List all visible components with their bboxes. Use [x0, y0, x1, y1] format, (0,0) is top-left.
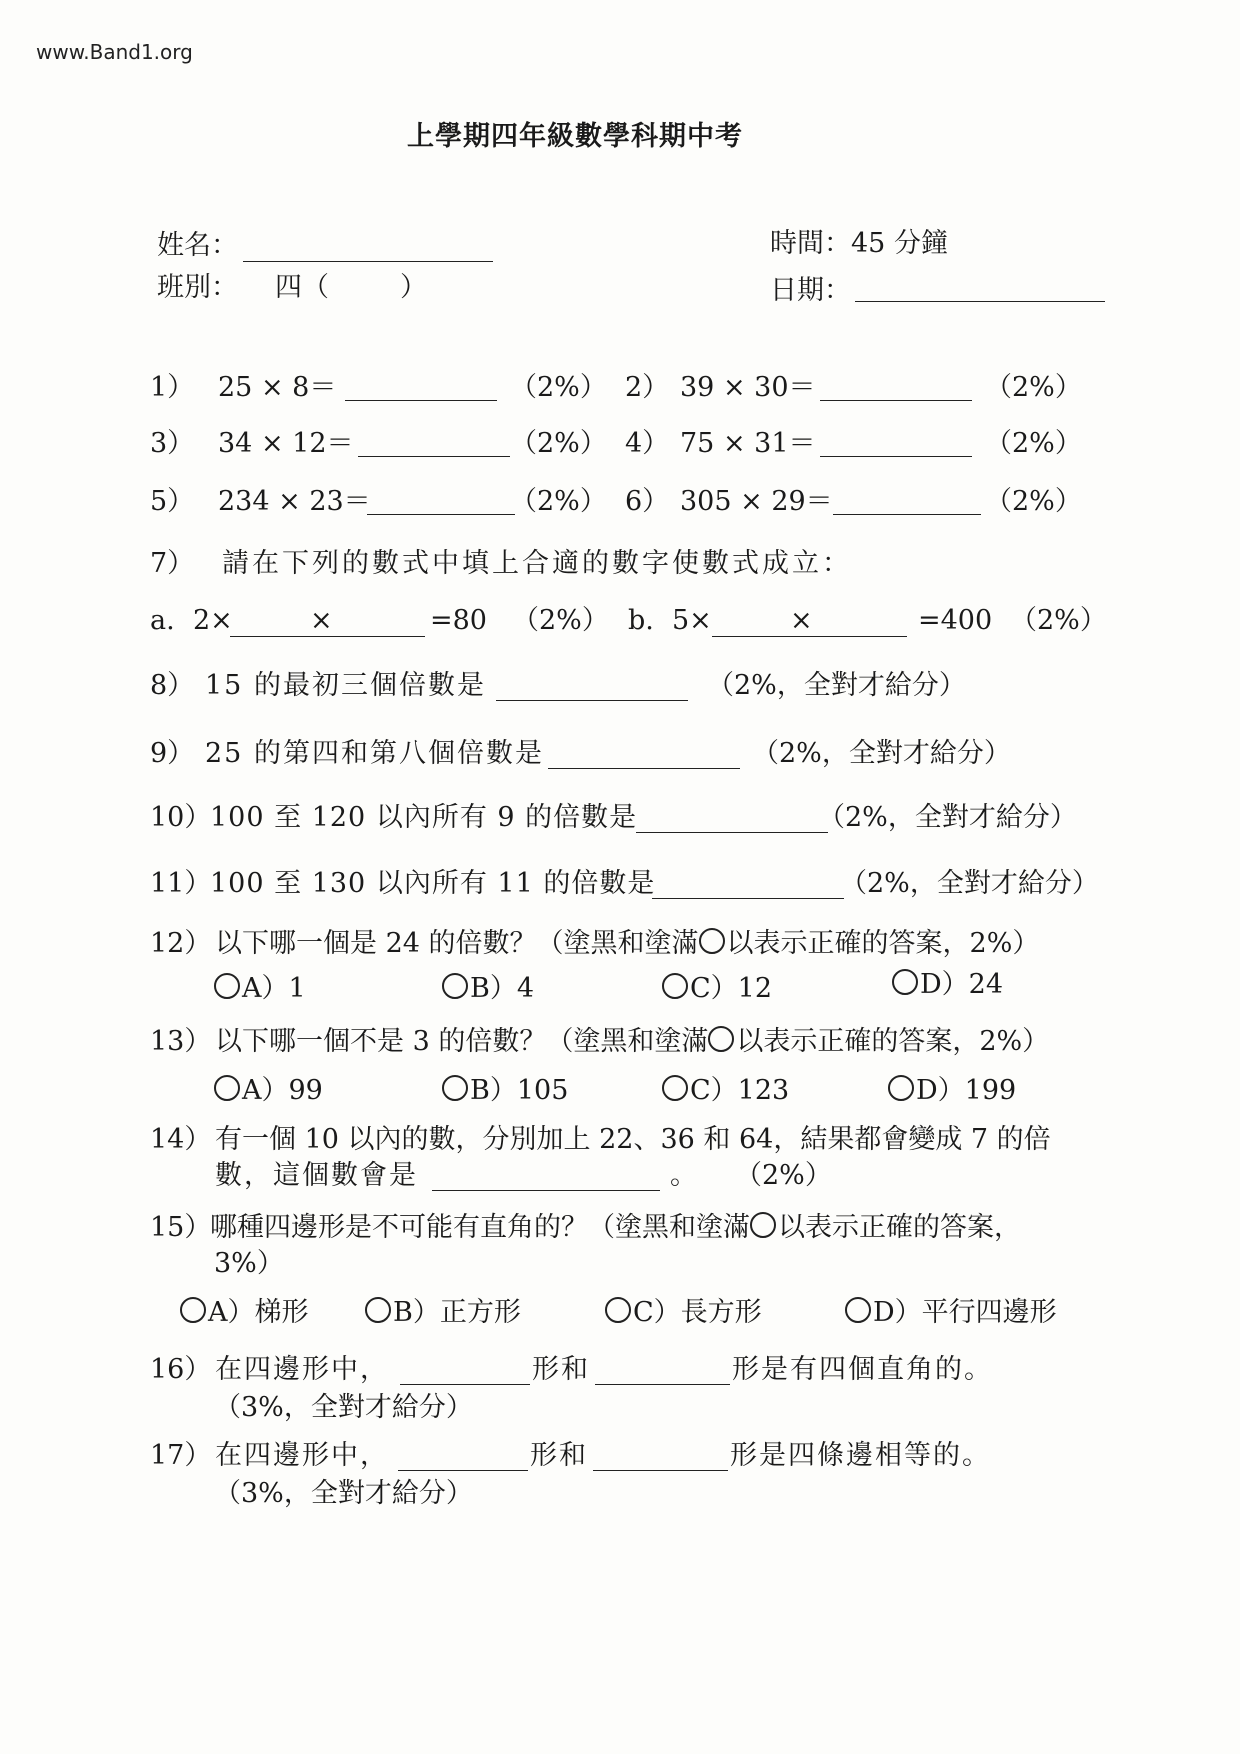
q15-text: [210, 1212, 1021, 1244]
q16-mid: 形和: [532, 1354, 590, 1385]
q16-blank1[interactable]: [400, 1358, 530, 1389]
q9-pct: （2%，全對才給分）: [752, 738, 1011, 769]
q7a-mid: ×: [310, 605, 333, 636]
q13-text-end: 以表示正確的答案，2%）: [736, 1026, 1050, 1057]
q6-expr: 305 × 29＝: [680, 486, 833, 517]
q14-answer[interactable]: [432, 1164, 660, 1195]
q14-pct: （2%）: [735, 1160, 832, 1191]
q7b-start: 5×: [672, 605, 712, 636]
q1-pct: （2%）: [510, 372, 607, 403]
radio-circle-icon: [214, 1075, 240, 1101]
q15-text-start: 哪種四邊形是不可能有直角的？（塗黑和塗滿: [210, 1212, 750, 1243]
q15-option-b[interactable]: B）正方形: [365, 1290, 521, 1329]
site-url[interactable]: www.Band1.org: [36, 40, 193, 64]
q13-text-start: 以下哪一個不是 3 的倍數？（塗黑和塗滿: [215, 1026, 709, 1057]
time-label: 時間：45 分鐘: [770, 228, 948, 259]
q8-pct: （2%，全對才給分）: [707, 670, 966, 701]
q11-answer[interactable]: [652, 872, 844, 903]
radio-circle-icon: [442, 1075, 468, 1101]
name-field[interactable]: [243, 235, 493, 266]
q10-pct: （2%，全對才給分）: [818, 802, 1077, 833]
q2-answer[interactable]: [820, 374, 972, 405]
q14-line2: 數，這個數會是: [215, 1160, 418, 1191]
radio-circle-icon: [662, 1075, 688, 1101]
q1-expr: 25 × 8＝: [218, 372, 337, 403]
q4-number: 4）: [625, 428, 670, 459]
q13-number: 13）: [150, 1026, 212, 1057]
q12-number: 12）: [150, 928, 212, 959]
q15-option-c[interactable]: C）長方形: [605, 1290, 762, 1329]
q3-pct: （2%）: [510, 428, 607, 459]
q12-option-c[interactable]: C）12: [662, 966, 772, 1005]
q7b-label: b.: [628, 605, 654, 636]
q12-text-end: 以表示正確的答案，2%）: [726, 928, 1040, 959]
q5-pct: （2%）: [510, 486, 607, 517]
q9-text: 25 的第四和第八個倍數是: [205, 738, 544, 769]
q7a-start: 2×: [193, 605, 233, 636]
radio-circle-icon: [845, 1297, 871, 1323]
q12-option-a[interactable]: A）1: [214, 966, 306, 1005]
q16-pre: 在四邊形中，: [215, 1354, 389, 1385]
q7a-label: a.: [150, 605, 175, 636]
q13-text: [215, 1026, 1049, 1058]
radio-circle-icon: [662, 973, 688, 999]
q5-answer[interactable]: [367, 488, 515, 519]
q8-number: 8）: [150, 670, 195, 701]
q3-number: 3）: [150, 428, 195, 459]
radio-circle-icon: [605, 1297, 631, 1323]
q4-pct: （2%）: [985, 428, 1082, 459]
q17-pre: 在四邊形中，: [215, 1440, 389, 1471]
q17-blank2[interactable]: [593, 1444, 728, 1475]
circle-icon: [699, 928, 725, 954]
q11-pct: （2%，全對才給分）: [840, 868, 1099, 899]
q2-expr: 39 × 30＝: [680, 372, 816, 403]
q7-text: 請在下列的數式中填上合適的數字使數式成立：: [222, 548, 852, 579]
q3-answer[interactable]: [358, 430, 510, 461]
q17-post: 形是四條邊相等的。: [730, 1440, 991, 1471]
q15-option-a[interactable]: A）梯形: [180, 1290, 309, 1329]
q17-number: 17）: [150, 1440, 212, 1471]
q17-mid: 形和: [530, 1440, 588, 1471]
class-field[interactable]: [330, 272, 400, 304]
q7a-end: =80: [430, 605, 487, 636]
q13-option-d[interactable]: D）199: [888, 1068, 1016, 1107]
q7a-pct: （2%）: [512, 605, 609, 636]
q4-expr: 75 × 31＝: [680, 428, 816, 459]
q10-number: 10）: [150, 802, 212, 833]
q14-end: 。: [670, 1160, 697, 1191]
radio-circle-icon: [180, 1297, 206, 1323]
q16-post: 形是有四個直角的。: [732, 1354, 993, 1385]
q16-number: 16）: [150, 1354, 212, 1385]
q16-blank2[interactable]: [595, 1358, 730, 1389]
q5-number: 5）: [150, 486, 195, 517]
radio-circle-icon: [442, 973, 468, 999]
radio-circle-icon: [365, 1297, 391, 1323]
circle-icon: [708, 1026, 734, 1052]
q16-pct: （3%，全對才給分）: [214, 1392, 473, 1423]
q11-number: 11）: [150, 868, 212, 899]
q14-number: 14）: [150, 1124, 212, 1155]
radio-circle-icon: [892, 969, 918, 995]
class-close: ）: [400, 272, 427, 303]
circle-icon: [750, 1212, 776, 1238]
q12-option-b[interactable]: B）4: [442, 966, 534, 1005]
date-field[interactable]: [855, 275, 1105, 306]
q9-answer[interactable]: [548, 742, 740, 773]
q10-text: 100 至 120 以內所有 9 的倍數是: [210, 802, 638, 833]
q17-pct: （3%，全對才給分）: [214, 1478, 473, 1509]
q15-option-d[interactable]: D）平行四邊形: [845, 1290, 1057, 1329]
name-label: 姓名：: [157, 230, 238, 261]
q14-line1: 有一個 10 以內的數，分別加上 22、36 和 64，結果都會變成 7 的倍: [215, 1124, 1051, 1155]
q13-option-c[interactable]: C）123: [662, 1068, 789, 1107]
date-label: 日期：: [770, 275, 851, 306]
q8-text: 15 的最初三個倍數是: [205, 670, 486, 701]
q17-blank1[interactable]: [398, 1444, 528, 1475]
radio-circle-icon: [214, 973, 240, 999]
q1-number: 1）: [150, 372, 195, 403]
q13-option-b[interactable]: B）105: [442, 1068, 568, 1107]
q6-number: 6）: [625, 486, 670, 517]
radio-circle-icon: [888, 1075, 914, 1101]
q9-number: 9）: [150, 738, 195, 769]
class-label: 班別：: [157, 272, 238, 303]
q15-line2: 3%）: [214, 1248, 284, 1279]
q15-number: 15）: [150, 1212, 212, 1243]
q6-pct: （2%）: [985, 486, 1082, 517]
q11-text: 100 至 130 以內所有 11 的倍數是: [210, 868, 656, 899]
q4-answer[interactable]: [820, 430, 972, 461]
q13-option-a[interactable]: A）99: [214, 1068, 323, 1107]
q2-pct: （2%）: [985, 372, 1082, 403]
q6-answer[interactable]: [833, 488, 981, 519]
class-value: 四（: [275, 272, 329, 303]
q10-answer[interactable]: [636, 806, 828, 837]
q8-answer[interactable]: [496, 674, 688, 705]
q12-text: [215, 928, 1039, 960]
q7b-mid: ×: [790, 605, 813, 636]
q12-text-start: 以下哪一個是 24 的倍數？（塗黑和塗滿: [215, 928, 699, 959]
q1-answer[interactable]: [345, 374, 497, 405]
q3-expr: 34 × 12＝: [218, 428, 354, 459]
q2-number: 2）: [625, 372, 670, 403]
q15-text-end: 以表示正確的答案，: [778, 1212, 1021, 1243]
q7b-pct: （2%）: [1010, 605, 1107, 636]
q12-option-d[interactable]: D）24: [892, 962, 1003, 1001]
q7-number: 7）: [150, 548, 195, 579]
page-title: 上學期四年級數學科期中考: [407, 121, 743, 152]
q5-expr: 234 × 23＝: [218, 486, 371, 517]
q7b-end: =400: [918, 605, 993, 636]
